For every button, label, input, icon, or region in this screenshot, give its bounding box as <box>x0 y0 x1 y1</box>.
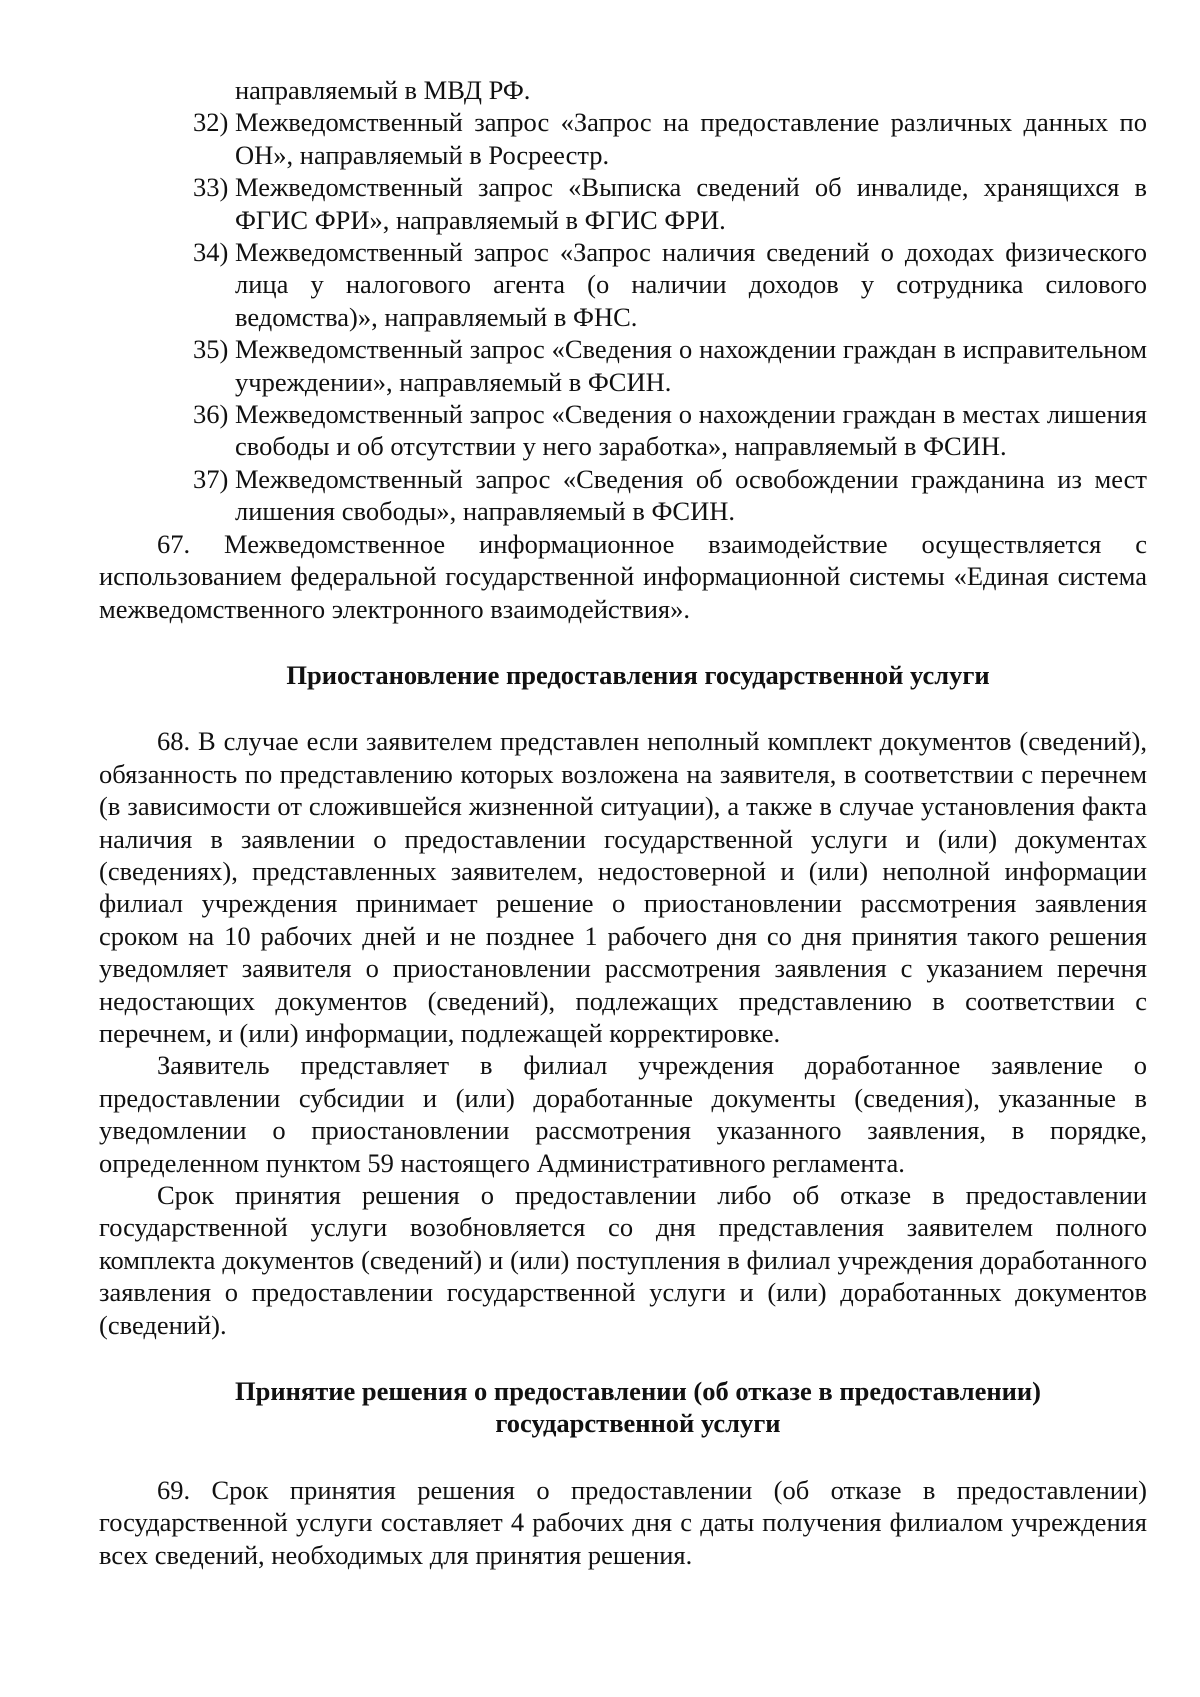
list-item-text: Межведомственный запрос «Сведения о нахождении граждан в местах лишения свободы и об отсутствии у него заработка», направляемый в ФСИН. <box>235 399 1147 462</box>
list-item-number: 33) <box>193 172 229 203</box>
list-item-number: 34) <box>193 237 229 268</box>
list-item-text: Межведомственный запрос «Выписка сведений об инвалиде, хранящихся в ФГИС ФРИ», направляемый в ФГИС ФРИ. <box>235 172 1147 235</box>
section-heading-decision <box>99 1375 1147 1440</box>
list-item-text: Межведомственный запрос «Сведения о нахождении граждан в исправительном учреждении», направляемый в ФСИН. <box>235 334 1147 397</box>
list-item-text: Межведомственный запрос «Запрос наличия сведений о доходах физического лица у налогового агента (о наличии доходов у сотрудника силового ведомства)», направляемый в ФНС. <box>235 237 1147 332</box>
list-item-number: 36) <box>193 399 229 430</box>
list-item-33 <box>99 171 1147 236</box>
list-item-34 <box>99 236 1147 333</box>
section-heading-line: Принятие решения о предоставлении (об отказе в предоставлении) <box>235 1376 1041 1407</box>
list-item-number: 35) <box>193 334 229 365</box>
list-item-37 <box>99 463 1147 528</box>
list-item-text: Межведомственный запрос «Сведения об освобождении гражданина из мест лишения свободы», направляемый в ФСИН. <box>235 463 1147 527</box>
list-item-continuation <box>99 74 1147 106</box>
list-item-text: направляемый в МВД РФ. <box>235 75 531 105</box>
list-item-35 <box>99 333 1147 398</box>
list-item-32 <box>99 106 1147 171</box>
list-item-36 <box>99 398 1147 463</box>
section-heading-line: государственной услуги <box>495 1408 781 1439</box>
list-item-number: 37) <box>193 463 229 494</box>
paragraph-69: 69. Срок принятия решения о предоставлении (об отказе в предоставлении) государственной услуги составляет 4 рабочих дня с даты получения филиалом учреждения всех сведений, необходимых для принятия решения. <box>99 1474 1147 1570</box>
list-item-number: 32) <box>193 107 229 138</box>
paragraph-68-resubmission: Заявитель представляет в филиал учреждения доработанное заявление о предоставлении субсидии и (или) доработанные документы (сведения), указанные в уведомлении о приостановлении рассмотрения указанного заявления, в порядке, определенном пунктом 59 настоящего Административного регламента. <box>99 1050 1147 1178</box>
document-body <box>99 74 1147 1571</box>
paragraph-68-resumption: Срок принятия решения о предоставлении либо об отказе в предоставлении государственной услуги возобновляется со дня представления заявителем полного комплекта документов (сведений) и (или) поступления в филиал учреждения доработанного заявления о предоставлении государственной услуги и (или) доработанных документов (сведений). <box>99 1180 1147 1340</box>
paragraph-67: 67. Межведомственное информационное взаимодействие осуществляется с использованием федеральной государственной информационной системы «Единая система межведомственного электронного взаимодействия». <box>99 528 1147 624</box>
section-heading-suspension: Приостановление предоставления государственной услуги <box>286 659 990 690</box>
list-item-text: Межведомственный запрос «Запрос на предоставление различных данных по ОН», направляемый в Росреестр. <box>235 107 1147 170</box>
paragraph-68: 68. В случае если заявителем представлен неполный комплект документов (сведений), обязанность по представлению которых возложена на заявителя, в соответствии с перечнем (в зависимости от сложившейся жизненной ситуации), а также в случае установления факта наличия в заявлении о предоставлении государственной услуги и (или) документах (сведениях), представленных заявителем, недостоверной и (или) неполной информации филиал учреждения принимает решение о приостановлении рассмотрения заявления сроком на 10 рабочих дней и не позднее 1 рабочего дня со дня принятия такого решения уведомляет заявителя о приостановлении рассмотрения заявления с указанием перечня недостающих документов (сведений), подлежащих представлению в соответствии с перечнем, и (или) информации, подлежащей корректировке. <box>99 726 1147 1048</box>
